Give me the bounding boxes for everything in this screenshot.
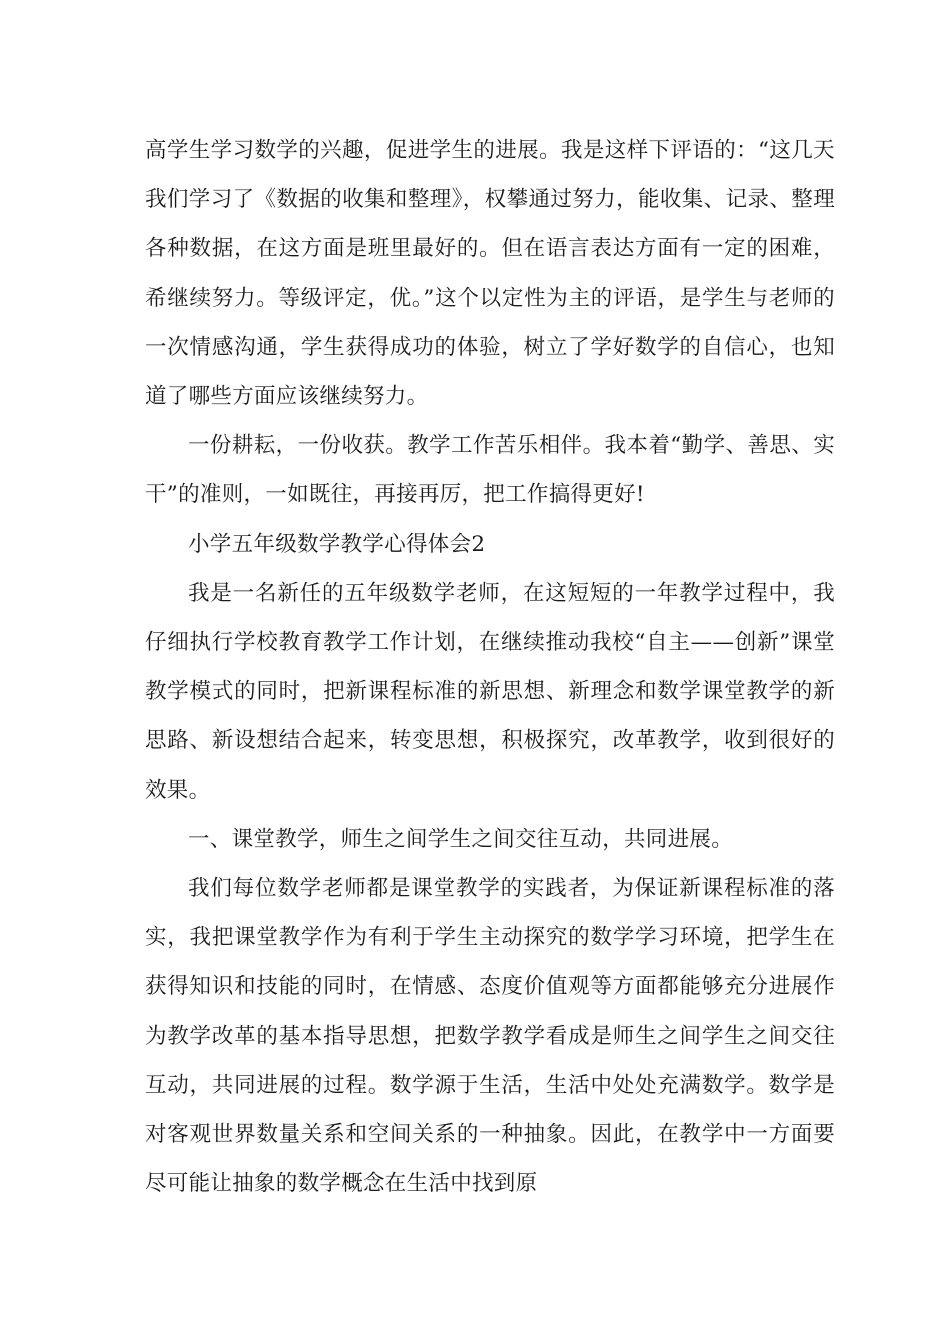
paragraph-classroom-practice: 我们每位数学老师都是课堂教学的实践者，为保证新课程标准的落实，我把课堂教学作为有利于学生主动探究的数学学习环境，把学生在获得知识和技能的同时，在情感、态度价值观等方面都能够充分进展作为教学改革的基本指导思想，把数学教学看成是师生之间学生之间交往互动，共同进展的过程。数学源于生活，生活中处处充满数学。数学是对客观世界数量关系和空间关系的一种抽象。因此，在教学中一方面要尽可能让抽象的数学概念在生活中找到原 (145, 876, 835, 1197)
section-title: 小学五年级数学教学心得体会2 (188, 531, 486, 557)
paragraph-conclusion: 一份耕耘，一份收获。教学工作苦乐相伴。我本着“勤学、善思、实干”的准则，一如既往，再接再厉，把工作搞得更好! (145, 433, 835, 508)
document-body (145, 126, 835, 1208)
paragraph-evaluation-example: 高学生学习数学的兴趣，促进学生的进展。我是这样下评语的：“这几天我们学习了《数据的收集和整理》，权攀通过努力，能收集、记录、整理各种数据，在这方面是班里最好的。但在语言表达方面有一定的困难，希继续努力。等级评定，优。”这个以定性为主的评语，是学生与老师的一次情感沟通，学生获得成功的体验，树立了学好数学的自信心，也知道了哪些方面应该继续努力。 (145, 138, 835, 410)
section-heading-classroom-teaching: 一、课堂教学，师生之间学生之间交往互动，共同进展。 (188, 826, 734, 852)
paragraph-introduction: 我是一名新任的五年级数学老师，在这短短的一年教学过程中，我仔细执行学校教育教学工作计划，在继续推动我校“自主——创新”课堂教学模式的同时，把新课程标准的新思想、新理念和数学课堂教学的新思路、新设想结合起来，转变思想，积极探究，改革教学，收到很好的效果。 (145, 580, 835, 803)
